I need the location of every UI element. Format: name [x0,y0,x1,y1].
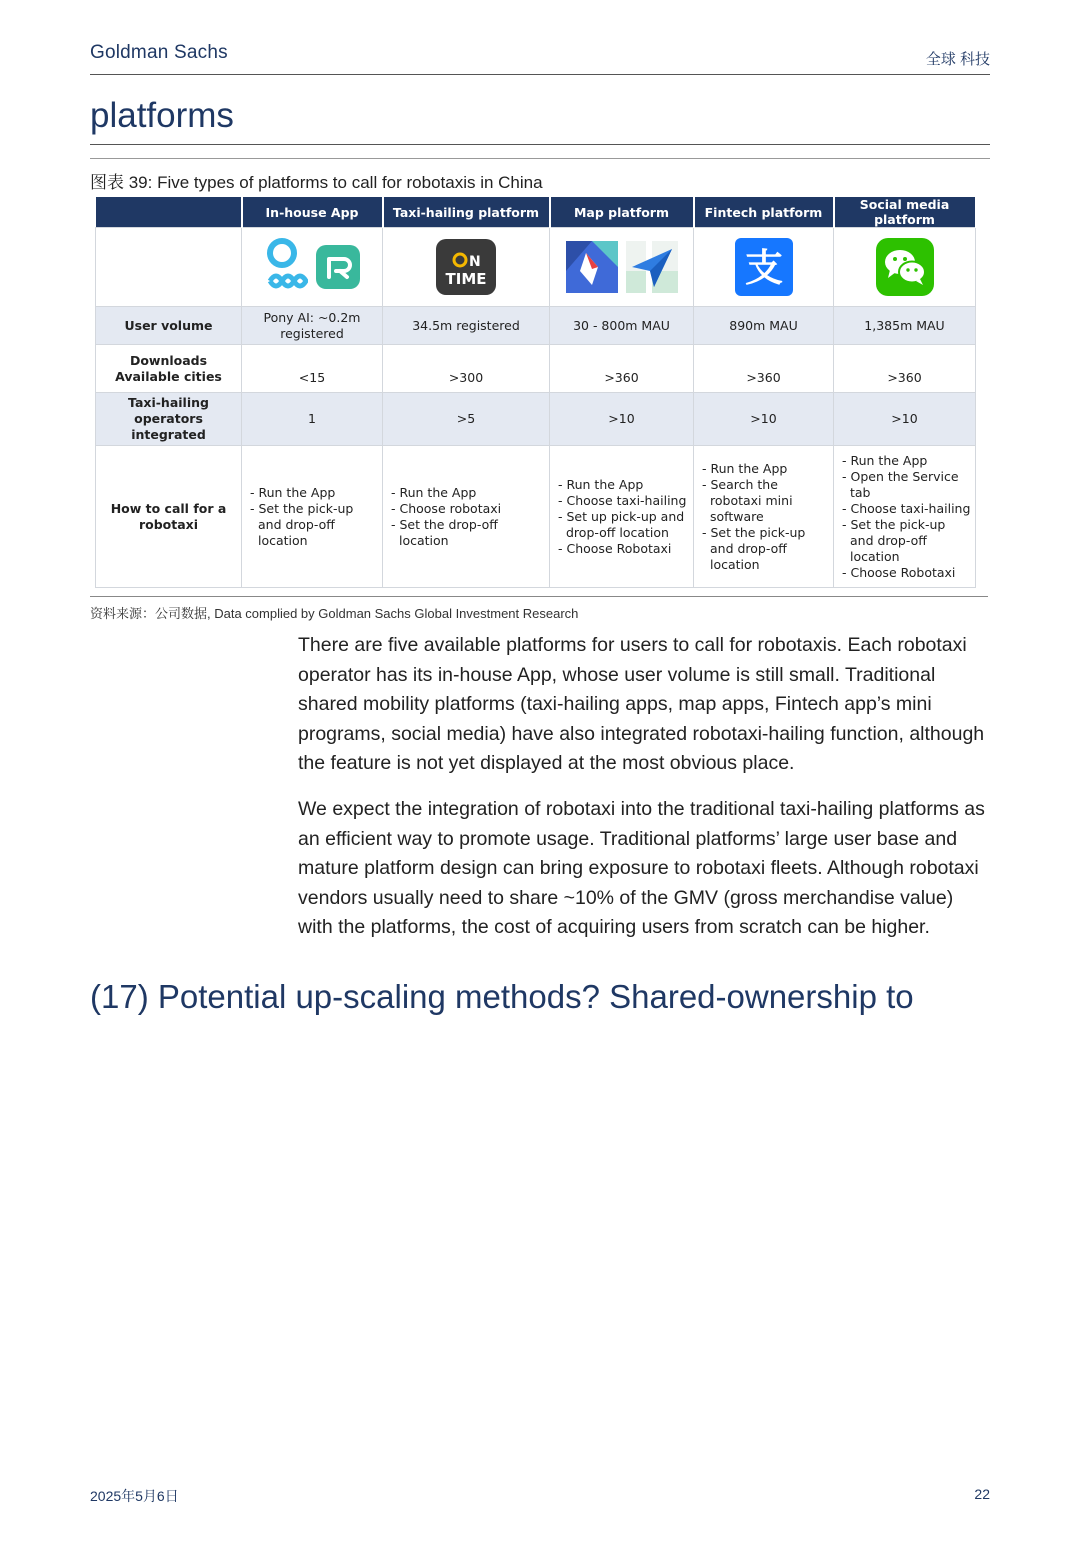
table-cell: <15 [242,345,383,393]
table-cell: >10 [834,393,976,446]
column-header: Map platform [550,197,694,228]
source-divider [90,596,988,597]
step-item: - Run the App [250,485,378,501]
taxi-hailing-logo [383,228,550,307]
inhouse-logos [242,228,383,307]
step-item: - Search the robotaxi mini software [702,477,829,525]
column-header: Social media platform [834,197,976,228]
ontime-logo-text: TIME [445,270,487,288]
row-label: Taxi-hailing operators integrated [96,393,242,446]
table-cell: 1 [242,393,383,446]
step-item: - Set the pick-up and drop-off location [250,501,378,549]
step-item: - Set the drop-off location [391,517,545,549]
step-item: - Run the App [702,461,829,477]
title-divider [90,144,990,145]
step-item: - Set the pick-up and drop-off location [842,517,971,565]
header-corner [96,197,242,228]
fintech-logo [694,228,834,307]
footer-date: 2025年5月6日 [90,1488,179,1504]
body-paragraph: There are five available platforms for users to call for robotaxis. Each robotaxi operator has its in-house App, whose user volume is still small. Traditional shared mobility platforms (taxi-hailing apps, map apps, Fintech app’s mini programs, social media) have also integrated robotaxi-hailing function, although the feature is not yet displayed at the most obvious place. [298,634,985,774]
step-item: - Run the App [391,485,545,501]
row-label-line: Downloads [129,352,208,368]
pony-ai-logo-icon [264,237,308,297]
step-item: - Set the pick-up and drop-off location [702,525,829,573]
amap-logo-icon [626,241,678,293]
table-cell: 30 - 800m MAU [550,307,694,345]
title-divider-lower [90,158,990,159]
step-item: - Set up pick-up and drop-off location [558,509,689,541]
body-paragraph: We expect the integration of robotaxi into the traditional taxi-hailing platforms as an efficient way to promote usage. Traditional platforms’ large user base and mature platform design can bring exposure to robotaxi fleets. Although robotaxi vendors usually need to share ~10% of the GMV (gross merchandise value) with the platforms, the cost of acquiring users from scratch can be higher. [298,798,985,938]
step-item: - Choose robotaxi [391,501,545,517]
page-number: 22 [974,1486,990,1502]
step-item: - Choose taxi-hailing [842,501,971,517]
table-header-row [96,197,976,228]
table-cell: >10 [694,393,834,446]
step-item: - Choose Robotaxi [558,541,689,557]
section-title: platforms [90,96,234,135]
row-label [96,345,242,393]
row-label: How to call for a robotaxi [96,446,242,588]
figure-caption: 图表 39: Five types of platforms to call for robotaxis in China [90,173,543,192]
logo-row [96,228,976,307]
alipay-logo-icon [735,238,793,296]
header-divider [90,74,990,75]
step-item: - Run the App [558,477,689,493]
table-row [96,393,976,446]
steps-cell [550,446,694,588]
table-cell: 1,385m MAU [834,307,976,345]
ontime-logo-icon [436,239,496,295]
next-section-heading: (17) Potential up-scaling methods? Shared-ownership to [90,978,914,1015]
steps-cell [383,446,550,588]
logo-row-label [96,228,242,307]
table-cell: 890m MAU [694,307,834,345]
header-brand: Goldman Sachs [90,42,228,63]
table-cell: >300 [383,345,550,393]
row-label: User volume [96,307,242,345]
table-cell: Pony AI: ~0.2m registered [242,307,383,345]
wechat-logo-icon [876,238,934,296]
step-item: - Run the App [842,453,971,469]
table-cell: >5 [383,393,550,446]
steps-cell [242,446,383,588]
figure-source: 资料来源：公司数据, Data complied by Goldman Sachs Global Investment Research [90,606,579,621]
robotaxi-app-logo-icon [316,245,360,289]
column-header: In-house App [242,197,383,228]
table-cell: >360 [834,345,976,393]
step-item: - Choose Robotaxi [842,565,971,581]
table-row [96,307,976,345]
platforms-table [95,197,977,588]
column-header: Fintech platform [694,197,834,228]
column-header: Taxi-hailing platform [383,197,550,228]
table-row [96,345,976,393]
social-media-logo [834,228,976,307]
table-cell: 34.5m registered [383,307,550,345]
alipay-glyph: 支 [744,246,783,290]
steps-cell [694,446,834,588]
table-cell: >360 [550,345,694,393]
table-row [96,446,976,588]
step-item: - Choose taxi-hailing [558,493,689,509]
table-cell: >360 [694,345,834,393]
step-item: - Open the Service tab [842,469,971,501]
steps-cell [834,446,976,588]
svg-text:N: N [469,254,481,270]
map-logos [550,228,694,307]
table-cell: >10 [550,393,694,446]
baidu-map-logo-icon [566,241,618,293]
header-section: 全球 科技 [925,51,990,68]
row-label-line: Available cities [115,368,222,384]
